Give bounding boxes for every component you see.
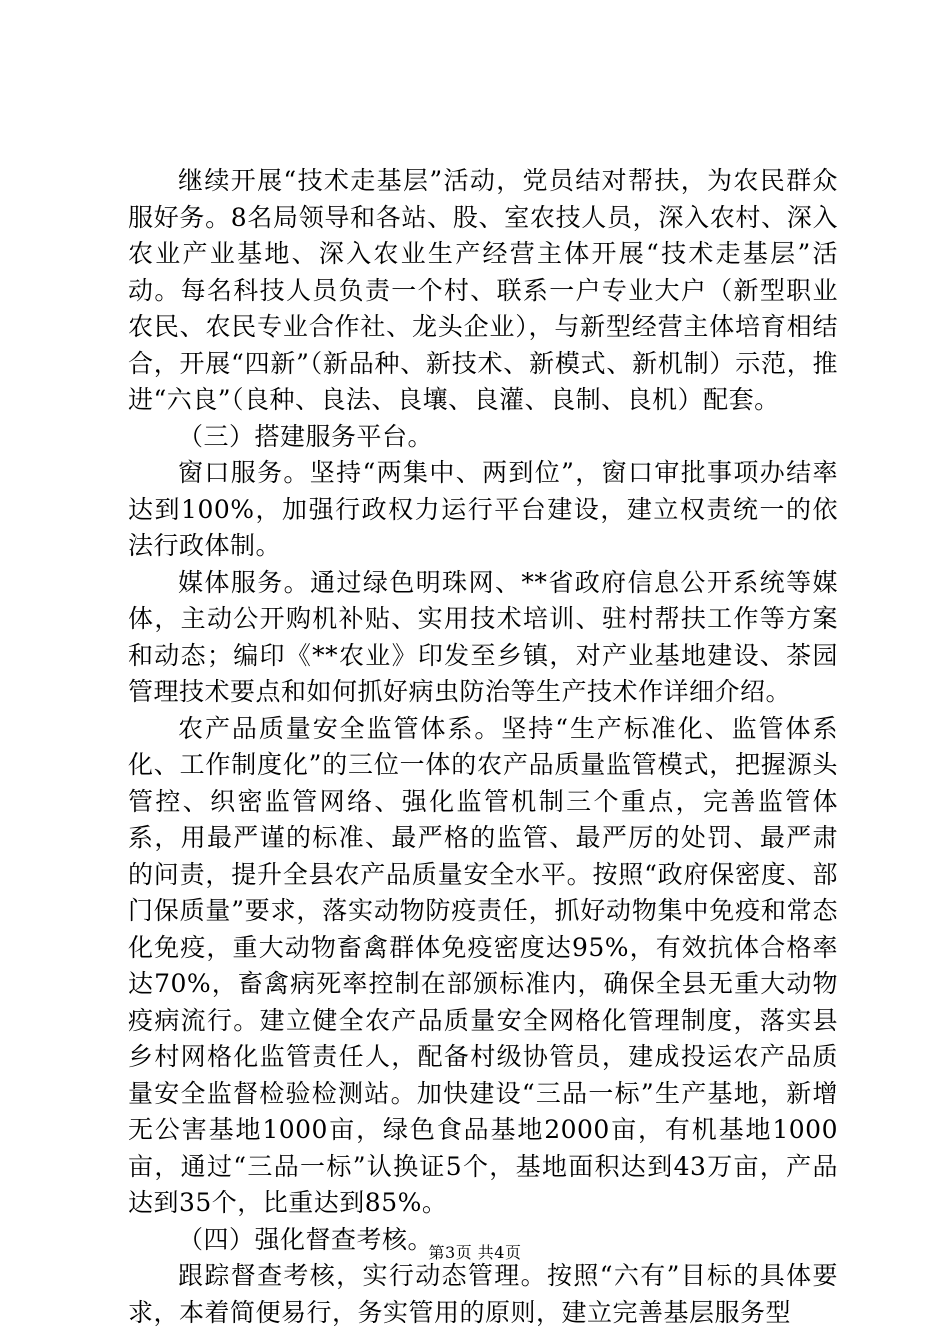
document-body xyxy=(128,163,838,1331)
paragraph-technology-grassroots: 继续开展“技术走基层”活动，党员结对帮扶，为农民群众服好务。8名局领导和各站、股、室农技人员，深入农村、深入农业产业基地、深入农业生产经营主体开展“技术走基层”活动。每名科技人员负责一个村、联系一户专业大户（新型职业农民、农民专业合作社、龙头企业），与新型经营主体培育相结合，开展“四新”（新品种、新技术、新模式、新机制）示范，推进“六良”（良种、良法、良壤、良灌、良制、良机）配套。 xyxy=(128,166,838,414)
paragraph-quality-supervision: 农产品质量安全监管体系。坚持“生产标准化、监管体系化、工作制度化”的三位一体的农产品质量监管模式，把握源头管控、织密监管网络、强化监管机制三个重点，完善监管体系，用最严谨的标准、最严格的监管、最严厉的处罚、最严肃的问责，提升全县农产品质量安全水平。按照“政府保密度、部门保质量”要求，落实动物防疫责任，抓好动物集中免疫和常态化免疫，重大动物畜禽群体免疫密度达95%，有效抗体合格率达70%，畜禽病死率控制在部颁标准内，确保全县无重大动物疫病流行。建立健全农产品质量安全网格化管理制度，落实县乡村网格化监管责任人，配备村级协管员，建成投运农产品质量安全监督检验检测站。加快建设“三品一标”生产基地，新增无公害基地1000亩，绿色食品基地2000亩，有机基地1000亩，通过“三品一标”认换证5个，基地面积达到43万亩，产品达到35个，比重达到85%。 xyxy=(128,713,838,1217)
paragraph-tracking-assessment: 跟踪督查考核，实行动态管理。按照“六有”目标的具体要求，本着简便易行，务实管用的原则，建立完善基层服务型 xyxy=(128,1261,838,1327)
heading-service-platform: （三）搭建服务平台。 xyxy=(178,421,434,451)
paragraph-media-service: 媒体服务。通过绿色明珠网、**省政府信息公开系统等媒体，主动公开购机补贴、实用技术培训、驻村帮扶工作等方案和动态；编印《**农业》印发至乡镇，对产业基地建设、茶园管理技术要点和如何抓好病虫防治等生产技术作详细介绍。 xyxy=(128,567,838,706)
heading-supervision-assessment: （四）强化督查考核。 xyxy=(178,1224,434,1254)
page-number-footer: 第3页 共4页 xyxy=(428,1243,522,1262)
paragraph-window-service: 窗口服务。坚持“两集中、两到位”，窗口审批事项办结率达到100%，加强行政权力运行平台建设，建立权责统一的依法行政体制。 xyxy=(128,458,838,560)
